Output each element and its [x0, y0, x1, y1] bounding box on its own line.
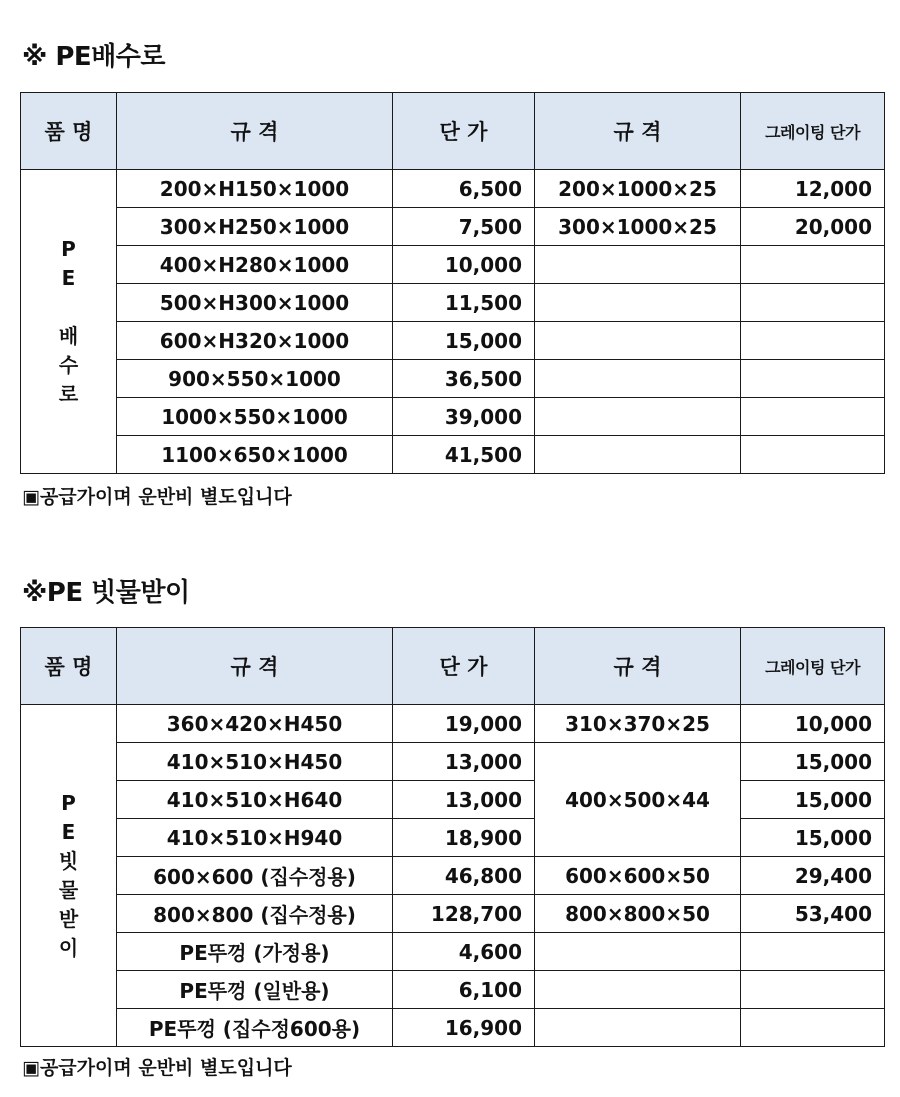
header-unit-price: 단 가 — [393, 93, 535, 170]
spec-cell: 410×510×H450 — [117, 743, 393, 781]
price-cell: 39,000 — [393, 398, 535, 436]
price-cell: 11,500 — [393, 284, 535, 322]
grating-price-cell: 15,000 — [741, 743, 885, 781]
table-row — [21, 208, 885, 246]
rainwater-note: ▣공급가이며 운반비 별도입니다 — [22, 1057, 292, 1079]
spec-cell: 800×800 (집수정용) — [117, 895, 393, 933]
price-cell: 16,900 — [393, 1009, 535, 1047]
grating-price-cell: 53,400 — [741, 895, 885, 933]
price-cell: 6,100 — [393, 971, 535, 1009]
drainage-price-table — [20, 92, 885, 474]
spec-cell: 600×H320×1000 — [117, 322, 393, 360]
spec-cell: 410×510×H640 — [117, 781, 393, 819]
grating-spec-cell: 600×600×50 — [535, 857, 741, 895]
table-header-row — [21, 628, 885, 705]
grating-spec-cell: 300×1000×25 — [535, 208, 741, 246]
table-row — [21, 436, 885, 474]
price-cell: 18,900 — [393, 819, 535, 857]
price-cell: 19,000 — [393, 705, 535, 743]
spec-cell: 1000×550×1000 — [117, 398, 393, 436]
price-cell: 15,000 — [393, 322, 535, 360]
grating-spec-cell — [535, 322, 741, 360]
grating-price-cell — [741, 971, 885, 1009]
header-grating-price: 그레이팅 단가 — [741, 628, 885, 705]
table-row — [21, 743, 885, 781]
grating-spec-cell: 400×500×44 — [535, 743, 741, 857]
table-row — [21, 933, 885, 971]
grating-price-cell — [741, 1009, 885, 1047]
grating-price-cell: 15,000 — [741, 819, 885, 857]
table-row — [21, 857, 885, 895]
grating-spec-cell — [535, 360, 741, 398]
grating-spec-cell: 310×370×25 — [535, 705, 741, 743]
grating-price-cell — [741, 933, 885, 971]
spec-cell: 410×510×H940 — [117, 819, 393, 857]
grating-spec-cell — [535, 284, 741, 322]
spec-cell: PE뚜껑 (집수정600용) — [117, 1009, 393, 1047]
table-row — [21, 246, 885, 284]
spec-cell: PE뚜껑 (일반용) — [117, 971, 393, 1009]
table-row — [21, 781, 885, 819]
price-cell: 4,600 — [393, 933, 535, 971]
grating-price-cell: 15,000 — [741, 781, 885, 819]
table-row — [21, 895, 885, 933]
price-cell: 41,500 — [393, 436, 535, 474]
product-name-cell: P E 빗 물 받 이 — [21, 705, 117, 1047]
grating-price-cell — [741, 360, 885, 398]
spec-cell: 400×H280×1000 — [117, 246, 393, 284]
rainwater-section-title: ※PE 빗물받이 — [22, 578, 190, 608]
grating-price-cell — [741, 398, 885, 436]
grating-spec-cell — [535, 246, 741, 284]
price-cell: 6,500 — [393, 170, 535, 208]
table-row — [21, 1009, 885, 1047]
spec-cell: 300×H250×1000 — [117, 208, 393, 246]
grating-spec-cell — [535, 398, 741, 436]
spec-cell: 360×420×H450 — [117, 705, 393, 743]
grating-spec-cell: 200×1000×25 — [535, 170, 741, 208]
spec-cell: 900×550×1000 — [117, 360, 393, 398]
grating-price-cell: 20,000 — [741, 208, 885, 246]
grating-spec-cell — [535, 436, 741, 474]
grating-price-cell — [741, 246, 885, 284]
table-row — [21, 705, 885, 743]
price-cell: 36,500 — [393, 360, 535, 398]
table-row — [21, 971, 885, 1009]
grating-price-cell — [741, 322, 885, 360]
table-row — [21, 360, 885, 398]
rainwater-price-table — [20, 627, 885, 1047]
grating-spec-cell — [535, 933, 741, 971]
grating-price-cell: 29,400 — [741, 857, 885, 895]
table-row — [21, 170, 885, 208]
drainage-note: ▣공급가이며 운반비 별도입니다 — [22, 486, 292, 508]
table-row — [21, 819, 885, 857]
spec-cell: 600×600 (집수정용) — [117, 857, 393, 895]
price-cell: 128,700 — [393, 895, 535, 933]
drainage-section-title: ※ PE배수로 — [22, 42, 165, 72]
grating-price-cell — [741, 284, 885, 322]
grating-price-cell: 10,000 — [741, 705, 885, 743]
price-cell: 46,800 — [393, 857, 535, 895]
price-cell: 10,000 — [393, 246, 535, 284]
spec-cell: 1100×650×1000 — [117, 436, 393, 474]
header-product-name: 품 명 — [21, 93, 117, 170]
product-name-cell: P E 배 수 로 — [21, 170, 117, 474]
grating-spec-cell — [535, 971, 741, 1009]
grating-spec-cell — [535, 1009, 741, 1047]
header-product-name: 품 명 — [21, 628, 117, 705]
header-spec: 규 격 — [117, 628, 393, 705]
header-unit-price: 단 가 — [393, 628, 535, 705]
price-cell: 13,000 — [393, 781, 535, 819]
header-grating-spec: 규 격 — [535, 93, 741, 170]
price-cell: 13,000 — [393, 743, 535, 781]
grating-price-cell: 12,000 — [741, 170, 885, 208]
grating-spec-cell: 800×800×50 — [535, 895, 741, 933]
table-row — [21, 398, 885, 436]
table-row — [21, 322, 885, 360]
spec-cell: PE뚜껑 (가정용) — [117, 933, 393, 971]
table-header-row — [21, 93, 885, 170]
grating-price-cell — [741, 436, 885, 474]
spec-cell: 500×H300×1000 — [117, 284, 393, 322]
header-spec: 규 격 — [117, 93, 393, 170]
price-cell: 7,500 — [393, 208, 535, 246]
header-grating-spec: 규 격 — [535, 628, 741, 705]
table-row — [21, 284, 885, 322]
header-grating-price: 그레이팅 단가 — [741, 93, 885, 170]
spec-cell: 200×H150×1000 — [117, 170, 393, 208]
